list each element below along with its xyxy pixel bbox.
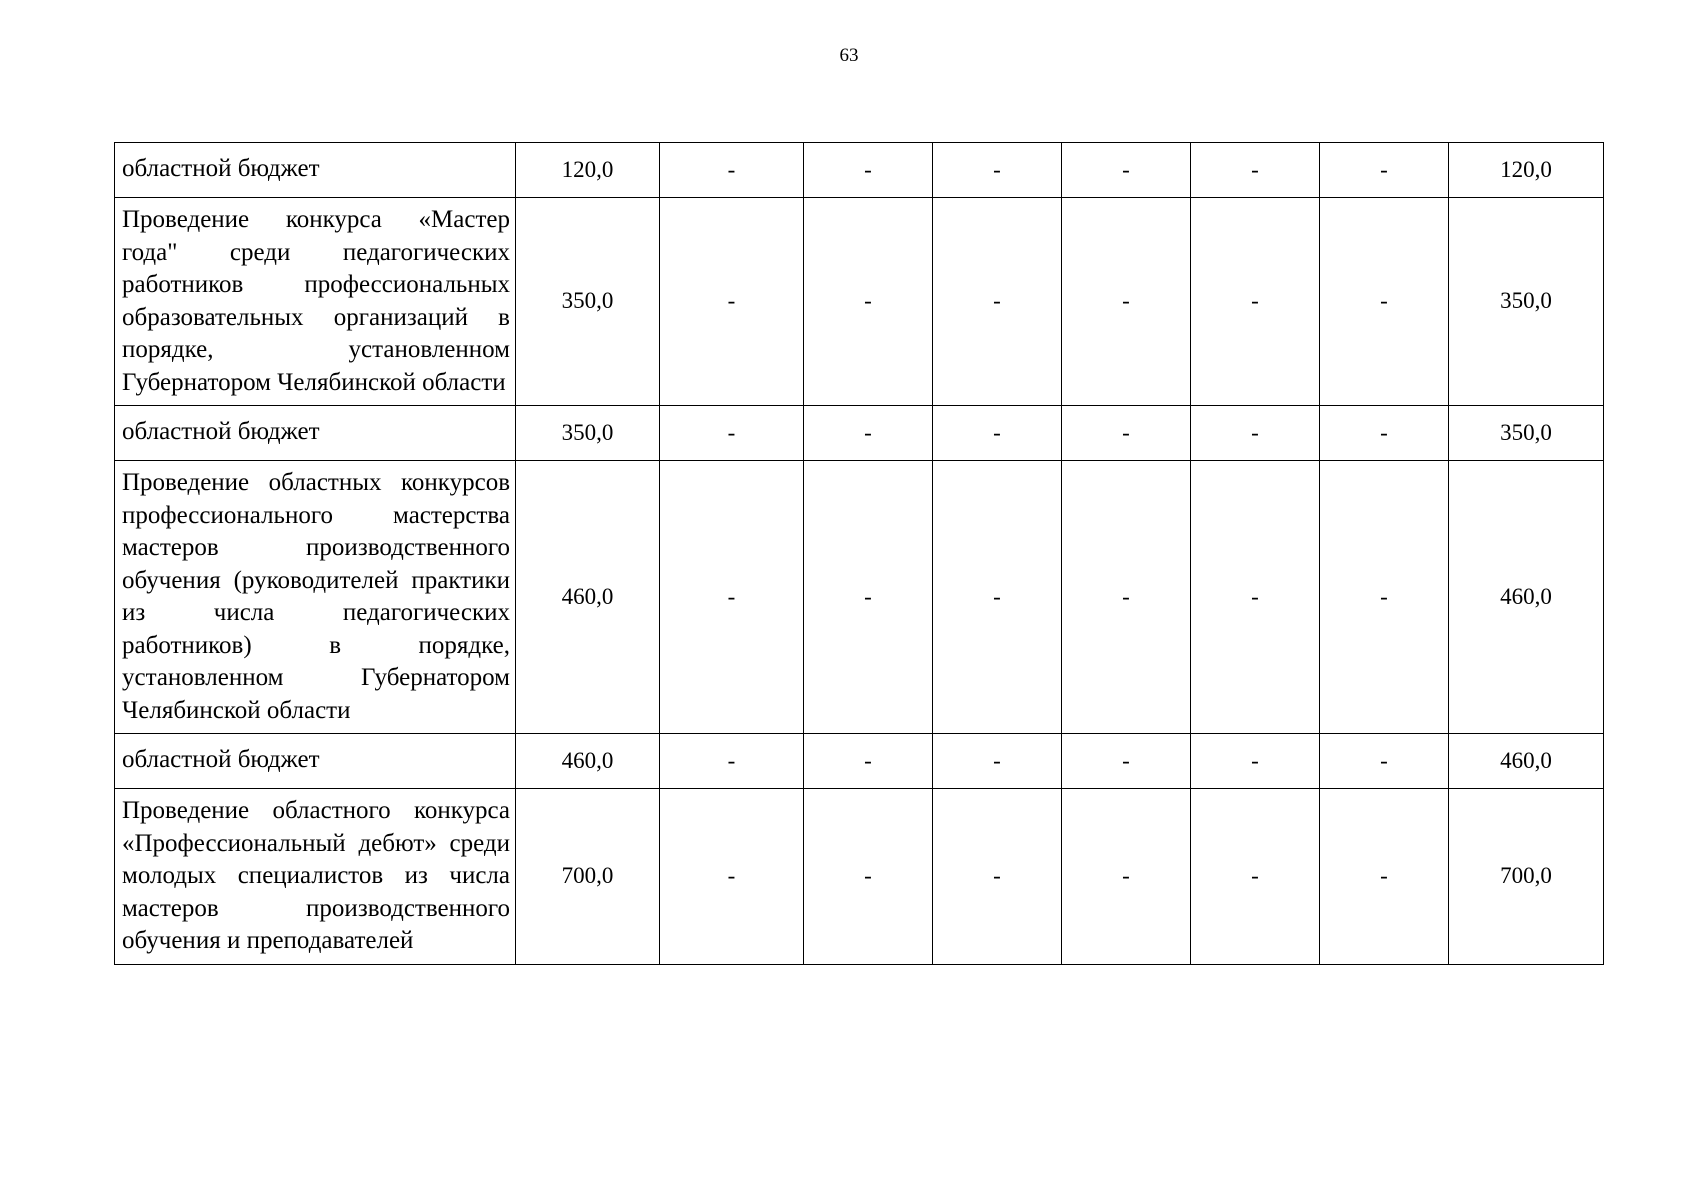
cell-value: - (1191, 406, 1320, 461)
row-label: Проведение областных конкурсов профессионального мастерства мастеров производственного обучения (руководителей практики из числа педагогических работников) в порядке, установленном Губернатором Челябинской области (115, 461, 516, 734)
cell-value: - (933, 734, 1062, 789)
cell-value: - (660, 143, 804, 198)
cell-value: - (1320, 461, 1449, 734)
row-label: Проведение областного конкурса «Профессиональный дебют» среди молодых специалистов из числа мастеров производственного обучения и преподавателей (115, 789, 516, 965)
row-label: областной бюджет (115, 734, 516, 789)
cell-value: - (1191, 143, 1320, 198)
table-row (115, 406, 1604, 461)
cell-value: - (1320, 789, 1449, 965)
table-row (115, 198, 1604, 406)
table-row (115, 143, 1604, 198)
row-label: Проведение конкурса «Мастер года" среди педагогических работников профессиональных образовательных организаций в порядке, установленном Губернатором Челябинской области (115, 198, 516, 406)
cell-value: - (1062, 198, 1191, 406)
cell-value: - (660, 406, 804, 461)
cell-total: 460,0 (1449, 734, 1604, 789)
cell-value: - (1320, 734, 1449, 789)
cell-value: - (1191, 789, 1320, 965)
cell-value: 700,0 (516, 789, 660, 965)
cell-total: 350,0 (1449, 406, 1604, 461)
page-number: 63 (839, 45, 859, 66)
table-row (115, 789, 1604, 965)
cell-value: - (660, 461, 804, 734)
cell-value: - (660, 734, 804, 789)
cell-value: - (1320, 198, 1449, 406)
cell-value: 350,0 (516, 198, 660, 406)
row-label: областной бюджет (115, 143, 516, 198)
cell-value: - (804, 198, 933, 406)
cell-value: - (1062, 789, 1191, 965)
cell-value: - (933, 789, 1062, 965)
cell-value: - (1062, 143, 1191, 198)
cell-value: 350,0 (516, 406, 660, 461)
table-row (115, 734, 1604, 789)
cell-value: - (660, 789, 804, 965)
table-row (115, 461, 1604, 734)
cell-value: 460,0 (516, 734, 660, 789)
cell-value: - (1062, 461, 1191, 734)
cell-value: - (933, 461, 1062, 734)
cell-value: - (933, 198, 1062, 406)
cell-value: - (804, 461, 933, 734)
cell-value: - (804, 789, 933, 965)
cell-value: 460,0 (516, 461, 660, 734)
row-label: областной бюджет (115, 406, 516, 461)
cell-total: 350,0 (1449, 198, 1604, 406)
cell-value: - (933, 406, 1062, 461)
cell-value: - (1191, 198, 1320, 406)
cell-value: - (1191, 734, 1320, 789)
cell-value: - (1320, 406, 1449, 461)
budget-table (114, 142, 1604, 965)
cell-value: - (804, 143, 933, 198)
cell-value: 120,0 (516, 143, 660, 198)
cell-value: - (1320, 143, 1449, 198)
cell-value: - (804, 406, 933, 461)
cell-value: - (804, 734, 933, 789)
cell-value: - (1062, 406, 1191, 461)
cell-value: - (933, 143, 1062, 198)
cell-total: 120,0 (1449, 143, 1604, 198)
cell-value: - (660, 198, 804, 406)
cell-value: - (1062, 734, 1191, 789)
cell-value: - (1191, 461, 1320, 734)
cell-total: 700,0 (1449, 789, 1604, 965)
cell-total: 460,0 (1449, 461, 1604, 734)
